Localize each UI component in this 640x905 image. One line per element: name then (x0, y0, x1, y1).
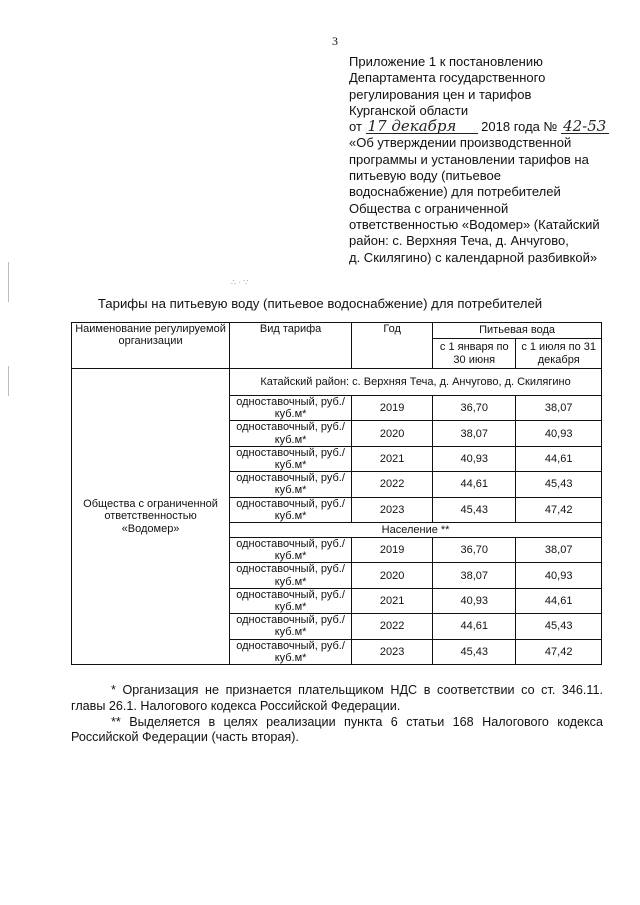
year-cell: 2021 (352, 588, 433, 613)
tariff-type-cell: одноставочный, руб./куб.м* (230, 588, 352, 613)
period-1-value: 44,61 (433, 472, 516, 497)
resolution-line: «Об утверждении производственной (349, 135, 572, 151)
period-1-value: 40,93 (433, 588, 516, 613)
header-org: Наименование регулируемой организации (72, 323, 230, 369)
tariff-type-cell: одноставочный, руб./куб.м* (230, 472, 352, 497)
organization-name: Общества с ограниченной ответственностью «Водомер» (72, 369, 230, 665)
period-2-value: 38,07 (516, 396, 602, 421)
margin-mark (8, 366, 9, 396)
appendix-line: Курганской области (349, 102, 469, 118)
margin-mark (8, 262, 9, 302)
appendix-line: Приложение 1 к постановлению (349, 54, 543, 69)
tariff-type-cell: одноставочный, руб./куб.м* (230, 563, 352, 588)
period-1-value: 36,70 (433, 538, 516, 563)
period-1-value: 45,43 (433, 497, 516, 522)
tariff-type-cell: одноставочный, руб./куб.м* (230, 421, 352, 446)
period-2-value: 40,93 (516, 421, 602, 446)
scan-speck: ∴ · ∵ (231, 278, 249, 287)
page-number: 3 (332, 34, 338, 48)
period-2-value: 44,61 (516, 588, 602, 613)
footnotes (71, 683, 603, 746)
resolution-line: водоснабжение) для потребителей (349, 184, 561, 200)
period-2-value: 47,42 (516, 497, 602, 522)
year-cell: 2020 (352, 563, 433, 588)
year-cell: 2023 (352, 497, 433, 522)
appendix-line: регулирования цен и тарифов (349, 86, 532, 102)
year-text: 2018 года № (481, 119, 558, 135)
period-1-value: 36,70 (433, 396, 516, 421)
tariff-table (71, 322, 602, 665)
period-1-value: 45,43 (433, 639, 516, 664)
period-1-value: 44,61 (433, 614, 516, 639)
period-2-value: 44,61 (516, 446, 602, 471)
tariff-type-cell: одноставочный, руб./куб.м* (230, 396, 352, 421)
section-row (72, 369, 602, 396)
resolution-title (349, 135, 611, 265)
header-period-1: с 1 января по 30 июня (433, 339, 516, 369)
period-2-value: 40,93 (516, 563, 602, 588)
resolution-line: д. Скилягино) с календарной разбивкой» (349, 249, 598, 265)
header-year: Год (352, 323, 433, 369)
header-drinking-water: Питьевая вода (433, 323, 602, 339)
period-1-value: 40,93 (433, 446, 516, 471)
period-2-value: 45,43 (516, 472, 602, 497)
year-cell: 2022 (352, 614, 433, 639)
tariff-type-cell: одноставочный, руб./куб.м* (230, 497, 352, 522)
year-cell: 2019 (352, 396, 433, 421)
year-cell: 2019 (352, 538, 433, 563)
section-label: Население ** (230, 523, 602, 538)
tariff-type-cell: одноставочный, руб./куб.м* (230, 446, 352, 471)
appendix-header (349, 54, 611, 266)
period-2-value: 38,07 (516, 538, 602, 563)
header-tariff-type: Вид тарифа (230, 323, 352, 369)
handwritten-number: 42-53 (561, 120, 609, 134)
date-prefix: от (349, 119, 362, 135)
footnote: ** Выделяется в целях реализации пункта 6 статьи 168 Налогового кодекса Российской Федерации (часть вторая). (71, 714, 603, 745)
tariff-type-cell: одноставочный, руб./куб.м* (230, 538, 352, 563)
period-2-value: 47,42 (516, 639, 602, 664)
tariff-type-cell: одноставочный, руб./куб.м* (230, 614, 352, 639)
year-cell: 2021 (352, 446, 433, 471)
document-title: Тарифы на питьевую воду (питьевое водоснабжение) для потребителей (97, 296, 543, 311)
period-1-value: 38,07 (433, 563, 516, 588)
header-period-2: с 1 июля по 31 декабря (516, 339, 602, 369)
period-2-value: 45,43 (516, 614, 602, 639)
table-header-row (72, 323, 602, 339)
resolution-line: ответственностью «Водомер» (Катайский (349, 216, 600, 232)
appendix-date-line (349, 119, 611, 135)
appendix-line: Департамента государственного (349, 70, 546, 86)
year-cell: 2020 (352, 421, 433, 446)
footnote: * Организация не признается плательщиком НДС в соответствии со ст. 346.11. главы 26.1. Налогового кодекса Российской Федерации. (71, 683, 603, 713)
tariff-type-cell: одноставочный, руб./куб.м* (230, 639, 352, 664)
year-cell: 2023 (352, 639, 433, 664)
year-cell: 2022 (352, 472, 433, 497)
section-label: Катайский район: с. Верхняя Теча, д. Анчугово, д. Скилягино (230, 369, 602, 396)
resolution-line: программы и установлении тарифов на (349, 151, 589, 167)
handwritten-date: 17 декабря (366, 120, 478, 134)
resolution-line: питьевую воду (питьевое (349, 168, 501, 184)
resolution-line: Общества с ограниченной (349, 200, 509, 216)
resolution-line: район: с. Верхняя Теча, д. Анчугово, (349, 233, 569, 249)
period-1-value: 38,07 (433, 421, 516, 446)
